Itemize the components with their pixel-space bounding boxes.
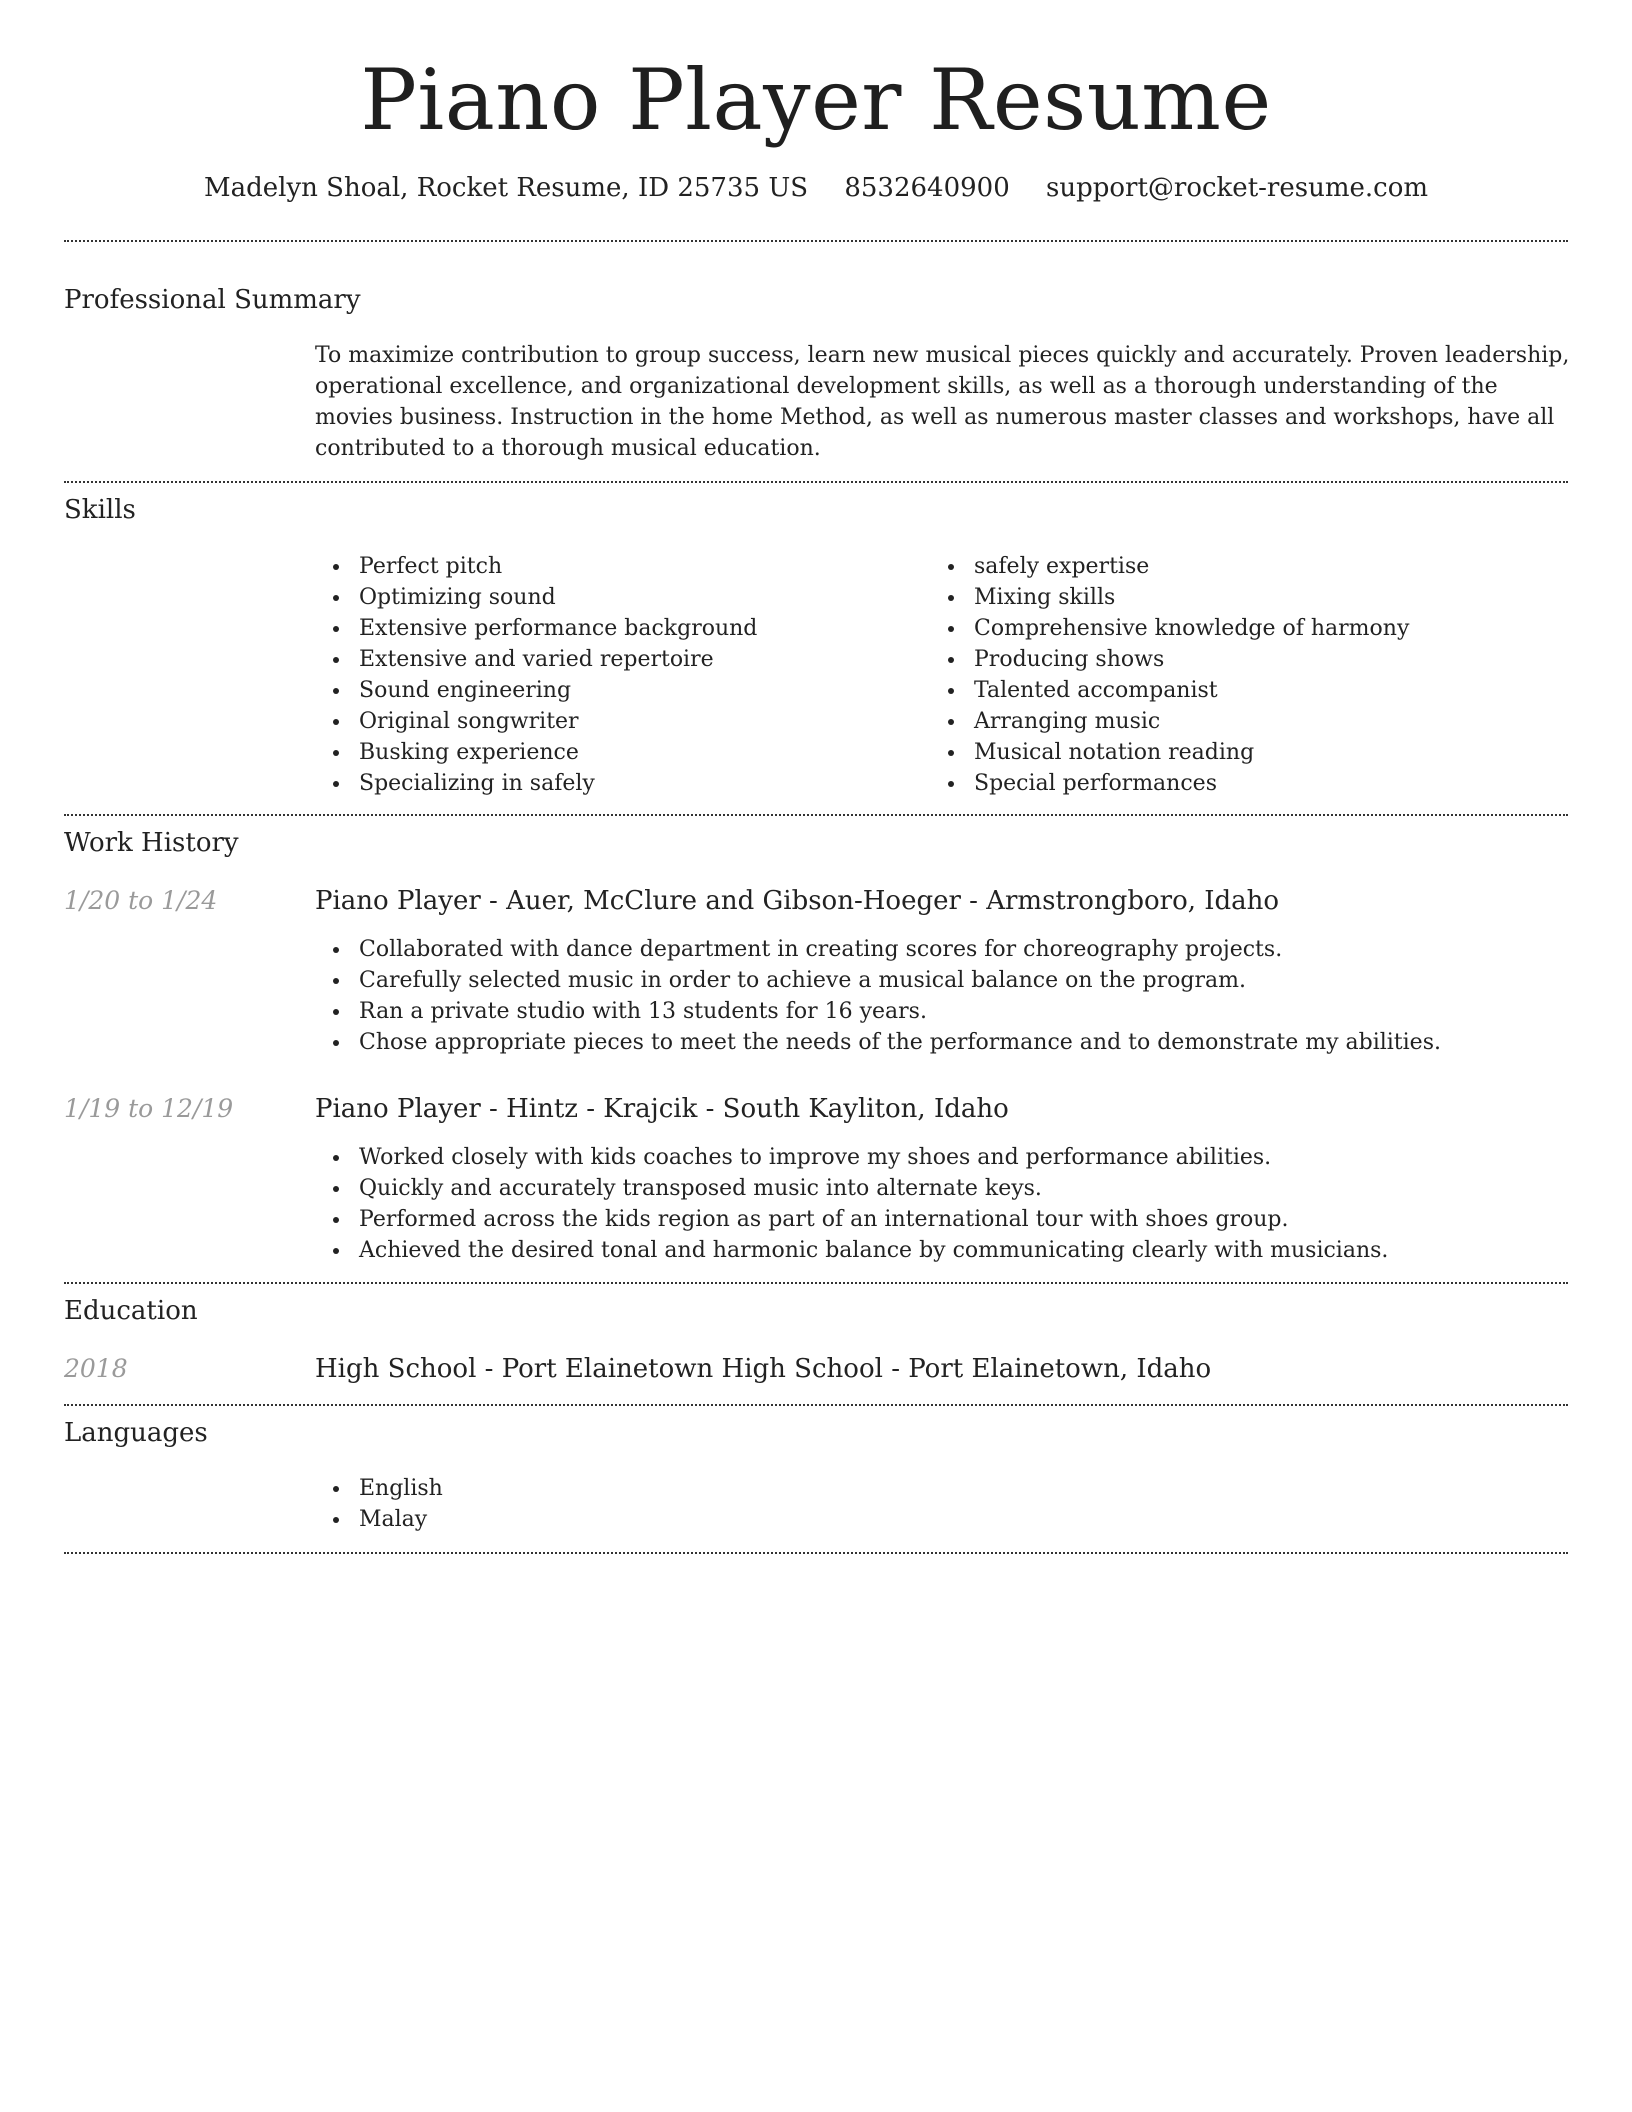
contact-line (64, 170, 1568, 206)
skill-item: Comprehensive knowledge of harmony (930, 613, 1510, 644)
divider (64, 481, 1568, 483)
skill-item: Perfect pitch (315, 551, 895, 582)
skill-item: Musical notation reading (930, 737, 1510, 768)
skills-list-left (315, 551, 895, 799)
skill-item: Mixing skills (930, 582, 1510, 613)
skills-list-right (930, 551, 1510, 799)
skill-item: safely expertise (930, 551, 1510, 582)
job-dates: 1/20 to 1/24 (64, 886, 218, 915)
skill-item: Special performances (930, 768, 1510, 799)
job-bullets (315, 1142, 1568, 1266)
contact-email: support@rocket-resume.com (1046, 173, 1429, 203)
job-bullet: Achieved the desired tonal and harmonic balance by communicating clearly with musicians. (315, 1235, 1568, 1266)
job-dates: 1/19 to 12/19 (64, 1094, 234, 1123)
skill-item: Extensive and varied repertoire (315, 644, 895, 675)
languages-heading: Languages (64, 1418, 208, 1448)
education-heading: Education (64, 1296, 198, 1326)
skill-item: Busking experience (315, 737, 895, 768)
work-heading: Work History (64, 828, 239, 858)
skill-item: Arranging music (930, 706, 1510, 737)
education-entry: High School - Port Elainetown High School - Port Elainetown, Idaho (315, 1354, 1212, 1384)
summary-heading: Professional Summary (64, 285, 361, 315)
divider (64, 240, 1568, 242)
skill-item: Optimizing sound (315, 582, 895, 613)
language-item: Malay (315, 1504, 1568, 1535)
languages-list (315, 1473, 1568, 1535)
skill-item: Original songwriter (315, 706, 895, 737)
job-title: Piano Player - Auer, McClure and Gibson-Hoeger - Armstrongboro, Idaho (315, 886, 1280, 916)
job-bullet: Quickly and accurately transposed music into alternate keys. (315, 1173, 1568, 1204)
skill-item: Sound engineering (315, 675, 895, 706)
job-bullet: Performed across the kids region as part of an international tour with shoes group. (315, 1204, 1568, 1235)
contact-address: Madelyn Shoal, Rocket Resume, ID 25735 US (203, 173, 809, 203)
job-title: Piano Player - Hintz - Krajcik - South Kayliton, Idaho (315, 1094, 1009, 1124)
skills-heading: Skills (64, 495, 136, 525)
contact-phone: 8532640900 (844, 173, 1010, 203)
job-bullet: Worked closely with kids coaches to improve my shoes and performance abilities. (315, 1142, 1568, 1173)
divider (64, 1552, 1568, 1554)
skill-item: Extensive performance background (315, 613, 895, 644)
resume-title: Piano Player Resume (360, 51, 1272, 149)
education-year: 2018 (64, 1354, 128, 1383)
skill-item: Specializing in safely (315, 768, 895, 799)
summary-text: To maximize contribution to group success, learn new musical pieces quickly and accurately. Proven leadership, operational excellence, and organizational development skills, as well as a thorough understanding of the movies business. Instruction in the home Method, as well as numerous master classes and workshops, have all contributed to a thorough musical education. (315, 343, 1570, 461)
job-bullet: Carefully selected music in order to achieve a musical balance on the program. (315, 965, 1568, 996)
skill-item: Producing shows (930, 644, 1510, 675)
divider (64, 1282, 1568, 1284)
job-bullet: Collaborated with dance department in creating scores for choreography projects. (315, 934, 1568, 965)
job-bullets (315, 934, 1568, 1058)
divider (64, 814, 1568, 816)
language-item: English (315, 1473, 1568, 1504)
job-bullet: Chose appropriate pieces to meet the needs of the performance and to demonstrate my abilities. (315, 1027, 1568, 1058)
job-bullet: Ran a private studio with 13 students for 16 years. (315, 996, 1568, 1027)
skill-item: Talented accompanist (930, 675, 1510, 706)
divider (64, 1404, 1568, 1406)
